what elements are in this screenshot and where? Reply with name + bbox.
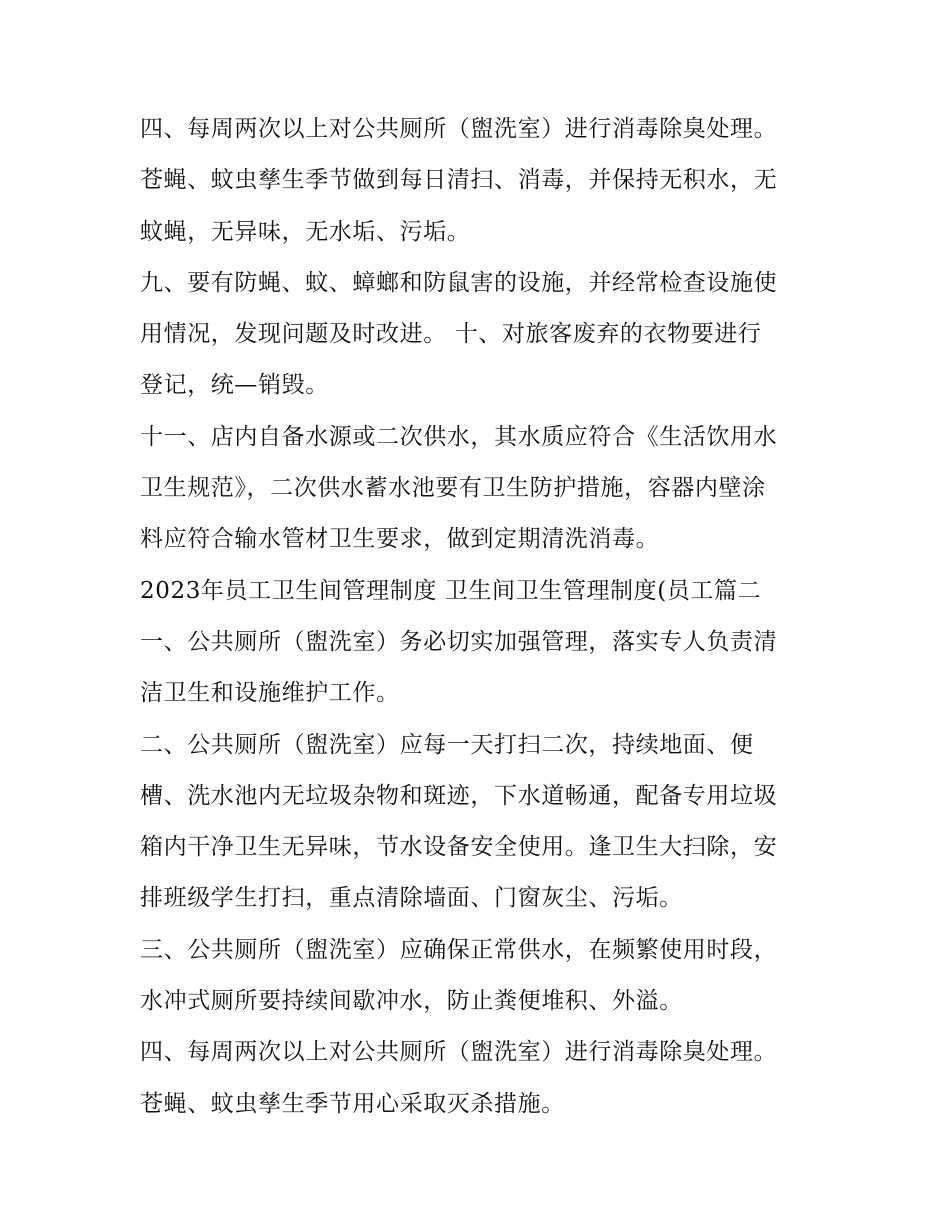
text-line: 十一、店内自备水源或二次供水，其水质应符合《生活饮用水	[140, 423, 778, 450]
text-line: 料应符合输水管材卫生要求，做到定期清洗消毒。	[140, 526, 660, 553]
document-body	[140, 104, 815, 1130]
text-line: 登记，统—销毁。	[140, 372, 329, 399]
text-line: 卫生规范》，二次供水蓄水池要有卫生防护措施，容器内壁涂	[140, 475, 766, 502]
section-heading: 2023年员工卫生间管理制度 卫生间卫生管理制度(员工篇二	[140, 577, 762, 604]
text-line: 槽、洗水池内无垃圾杂物和斑迹，下水道畅通，配备专用垃圾	[140, 782, 778, 809]
text-line: 水冲式厕所要持续间歇冲水，防止粪便堆积、外溢。	[140, 988, 683, 1015]
text-line: 一、公共厕所（盥洗室）务必切实加强管理，落实专人负责清	[140, 628, 778, 655]
text-line: 四、每周两次以上对公共厕所（盥洗室）进行消毒除臭处理。	[140, 116, 778, 142]
text-line: 用情况，发现问题及时改进。 十、对旅客废弃的衣物要进行	[140, 321, 762, 348]
text-line: 箱内干净卫生无异味，节水设备安全使用。逢卫生大扫除，安	[140, 834, 778, 861]
text-line: 九、要有防蝇、蚊、蟑螂和防鼠害的设施，并经常检查设施使	[140, 269, 778, 296]
text-line: 蚊蝇，无异味，无水垢、污垢。	[140, 218, 471, 245]
text-line: 苍蝇、蚊虫孳生季节做到每日清扫、消毒，并保持无积水，无	[140, 167, 778, 194]
text-line: 排班级学生打扫，重点清除墙面、门窗灰尘、污垢。	[140, 885, 683, 912]
text-line: 二、公共厕所（盥洗室）应每一天打扫二次，持续地面、便	[140, 731, 754, 758]
text-line: 四、每周两次以上对公共厕所（盥洗室）进行消毒除臭处理。	[140, 1039, 778, 1066]
text-line: 苍蝇、蚊虫孳生季节用心采取灭杀措施。	[140, 1090, 565, 1117]
text-line: 三、公共厕所（盥洗室）应确保正常供水，在频繁使用时段，	[140, 936, 778, 963]
text-line: 洁卫生和设施维护工作。	[140, 680, 400, 707]
